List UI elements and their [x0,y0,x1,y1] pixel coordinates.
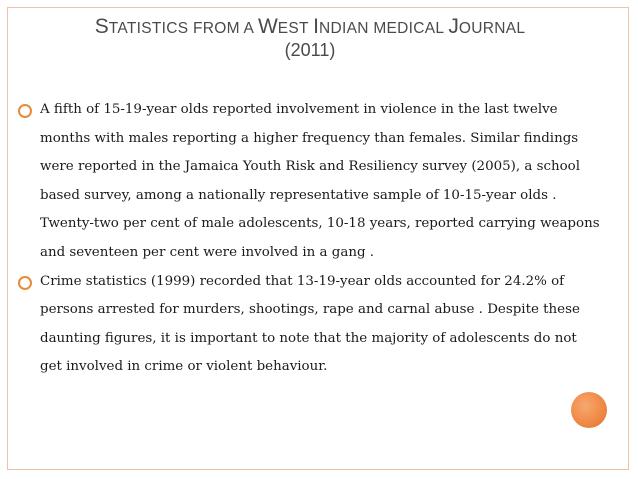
orange-circle-decoration-icon [571,392,607,428]
title-rest-1: TATISTICS FROM A [108,20,258,37]
bullet-item [18,96,602,268]
title-rest-3: NDIAN MEDICAL [318,20,449,37]
title-cap-4: J [448,15,459,38]
bullet-text: A fifth of 15-19-year olds reported involvement in violence in the last twelve months with males reporting a higher frequency than females. Similar findings were reported in the Jamaica Youth Risk and Resiliency survey (2005), a school based survey, among a nationally representative sample of 10-15-year olds . Twenty-two per cent of male adolescents, 10-18 years, reported carrying weapons and seventeen per cent were involved in a gang . [40,102,600,260]
title-year: (2011) [284,39,336,60]
title-cap-1: S [94,15,109,38]
ring-bullet-icon [18,276,32,290]
title-rest-2: EST [277,20,314,37]
bullet-list [18,96,602,382]
slide-title [20,14,600,62]
title-cap-3: I [313,15,319,38]
ring-bullet-icon [18,104,32,118]
bullet-item [18,268,602,382]
bullet-text: Crime statistics (1999) recorded that 13-19-year olds accounted for 24.2% of persons arrested for murders, shootings, rape and carnal abuse . Despite these daunting figures, it is important to note that the majority of adolescents do not get involved in crime or violent behaviour. [40,273,580,375]
title-cap-2: W [257,15,278,38]
title-rest-4: OURNAL [458,20,526,37]
